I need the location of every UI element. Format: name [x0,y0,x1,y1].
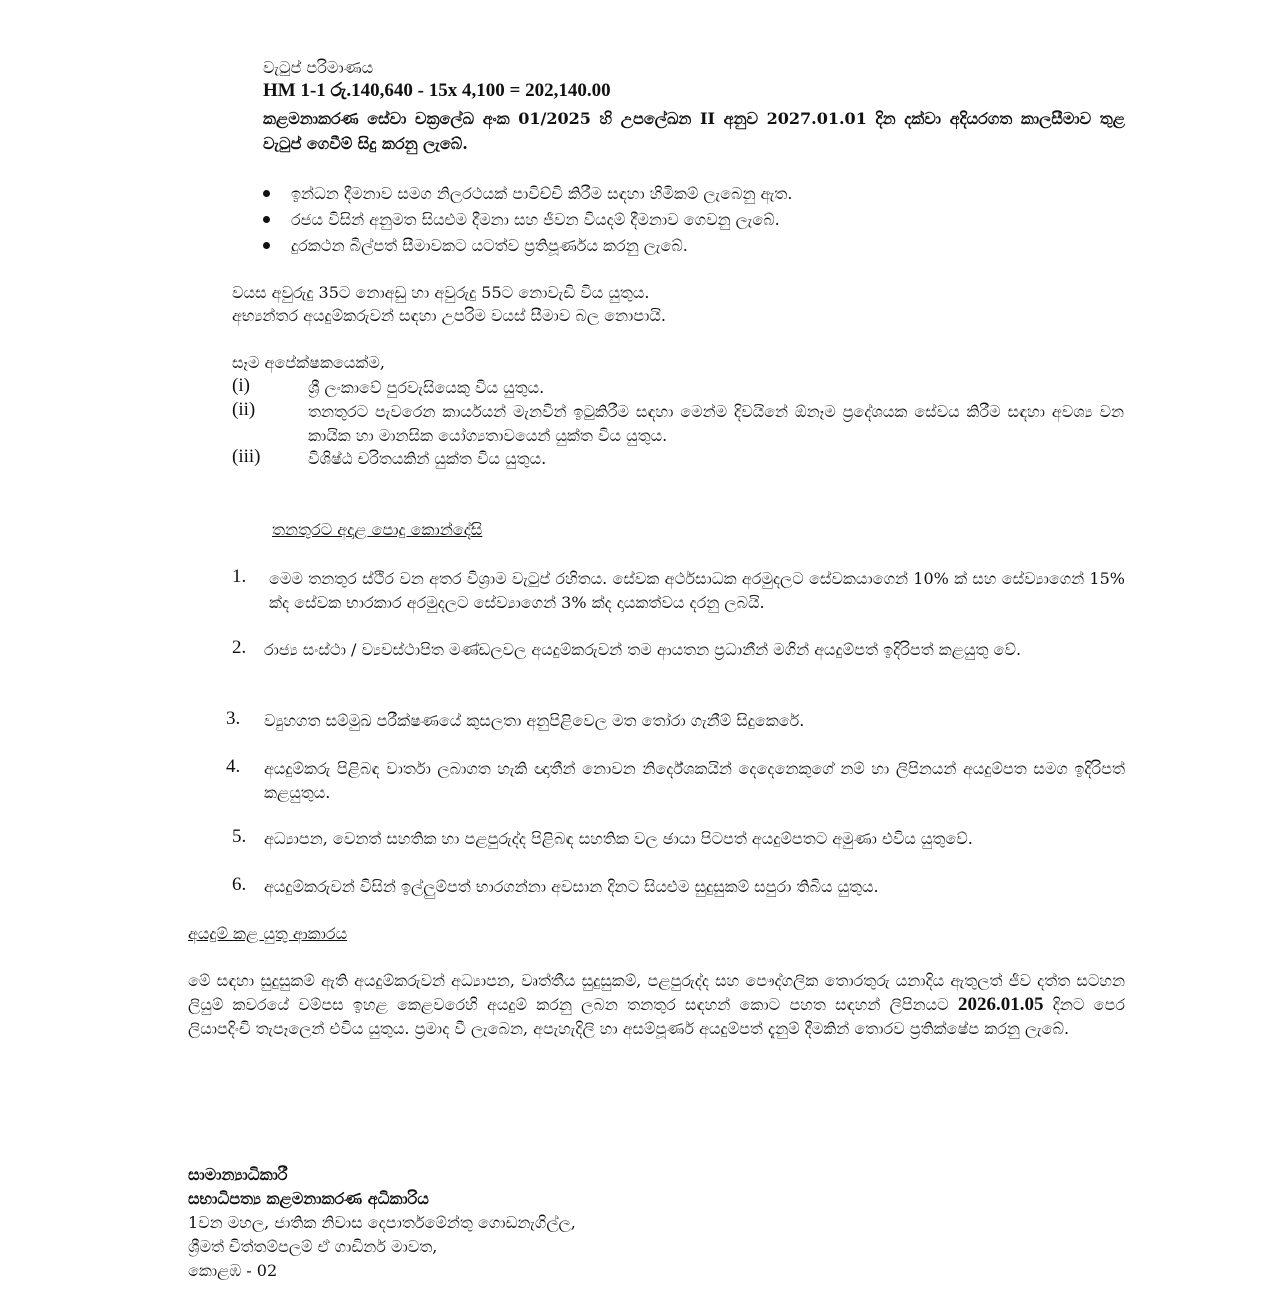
condition-num: 3. [226,708,241,729]
apply-body-part-1: මේ සඳහා සුදුසුකම් ඇති අයදුම්කරුවන් අධ්‍යාපන, වෘත්තීය සුදුසුකම්, පළපුරුද්ද සහ පෞද්ගලික තොරතුරු යනාදිය ඇතුලත් ජීව දත්ත සටහන ලියුම් කවරයේ වම්පස ඉහළ කෙළවරෙහි අයදුම් කරනු ලබන තනතුර සඳහන් කොට පහත සඳහන් ලිපිනයට [188,971,1125,1014]
address-line-street: ශ්‍රීමත් චිත්තම්පලම් ඒ ගාඩිනර් මාවත, [188,1237,438,1256]
candidate-num: (ii) [232,399,256,420]
condition-num: 4. [226,756,241,777]
condition-num: 5. [232,826,247,847]
benefit-item: ඉන්ධන දීමනාව සමග නිලරථයක් පාවිච්චි කිරීම සඳහා හිමිකම් ලැබෙනු ඇත. [261,181,1125,207]
salary-heading: වැටුප් පරිමාණය [263,58,374,77]
address-line-title: සාමාන්‍යාධිකාරී [188,1165,288,1184]
apply-deadline: 2026.01.05 [957,994,1044,1015]
condition-text: අයදුම්කරුවන් විසින් ඉල්ලුම්පත් භාරගන්නා අවසාන දිනට සියළුම සුදුසුකම් සපුරා තිබිය යුතුය. [264,877,879,896]
age-line-1: වයස අවුරුදු 35ට නොඅඩු හා අවුරුදු 55ට නොවැඩි විය යුතුය. [232,283,650,302]
salary-note: කළමනාකරණ සේවා චක්‍රලේඛ අංක 01/2025 හි උපලේඛන II අනුව 2027.01.01 දින දක්වා අදියරගත කාලසීමාව තුළ වැටුප් ගෙවීම් සිදු කරනු ලැබේ. [263,109,1125,153]
apply-title: අයදුම් කළ යුතු ආකාරය [188,924,348,943]
candidate-text: තනතුරට පැවරෙන කාර්යයන් මැනවින් ඉටුකිරීම සඳහා මෙන්ම දිවයිනේ ඕනෑම ප්‍රදේශයක සේවය කිරීම සඳහා අවශ්‍ය වන කායික හා මානසික යෝග්‍යතාවයෙන් යුක්ත විය යුතුය. [308,402,1124,445]
benefit-item: දුරකථන බිල්පත් සීමාවකට යටත්ව ප්‍රතිපූර්ණය කරනු ලැබේ. [261,233,1125,259]
condition-text: ව්‍යුහගත සම්මුඛ පරීක්ෂණයේ කුසලතා අනුපිළිවෙල මත තෝරා ගැනීම් සිදුකෙරේ. [264,711,805,730]
condition-text: අයදුම්කරු පිළිබඳ වාර්තා ලබාගත හැකි ඥාතීන් නොවන නිර්දේශකයින් දෙදෙනෙකුගේ නම් හා ලිපිනයන් අයදුම්පත සමග ඉදිරිපත් කළයුතුය. [264,759,1125,802]
address-block [188,1163,576,1283]
condition-text: මෙම තනතුර ස්ථිර වන අතර විශ්‍රාම වැටුප් රහිතය. සේවක අර්ථසාධක අරමුදලට සේවකයාගෙන් 10% ක් සහ සේව්‍යාගෙන් 15% ක්ද සේවක භාරකාර අරමුදලට සේව්‍යාගෙන් 3% ක්ද දායකත්වය දරනු ලබයි. [269,569,1125,612]
conditions-title: තනතුරට අදාළ පොදු කොන්දේසි [272,520,483,539]
candidate-text: විශිෂ්ඨ චරිතයකින් යුක්ත විය යුතුය. [308,449,547,468]
candidate-num: (i) [232,375,250,396]
candidate-text: ශ්‍රී ලංකාවේ පුරවැසියෙකු විය යුතුය. [308,378,545,397]
candidate-intro: සෑම අපේක්ෂකයෙක්ම, [232,353,385,372]
benefit-item: රජය විසින් අනුමත සියළුම දීමනා සහ ජීවන වියදම් දීමනාව ගෙවනු ලැබේ. [261,207,1125,233]
address-line-city: කොළඹ - 02 [188,1261,278,1280]
condition-text: අධ්‍යාපන, වෙනත් සහතික හා පළපුරුද්ද පිළිබඳ සහතික වල ඡායා පිටපත් අයදුම්පතට අමුණා එවිය යුතුවේ. [264,829,973,848]
address-line-org: සභාධිපත්‍ය කළමනාකරණ අධිකාරිය [188,1189,429,1208]
apply-body [188,969,1125,1041]
address-line-building: 1වන මහල, ජාතික නිවාස දෙපාර්තමේන්තු ගොඩනැගිල්ල, [188,1213,576,1232]
condition-num: 1. [232,566,247,587]
salary-scale: HM 1-1 රු.140,640 - 15x 4,100 = 202,140.00 [263,80,611,101]
condition-text: රාජ්‍ය සංස්ථා / ව්‍යවස්ථාපිත මණ්ඩලවල අයදුම්කරුවන් තම ආයතන ප්‍රධානීන් මගින් අයදුම්පත් ඉදිරිපත් කළයුතු වේ. [264,640,1022,659]
candidate-num: (iii) [232,446,261,467]
age-line-2: අභ්‍යන්තර අයදුම්කරුවන් සඳහා උපරිම වයස් සීමාව බල නොපායි. [232,306,666,325]
condition-num: 2. [232,637,247,658]
benefits-list [261,181,1125,259]
condition-num: 6. [232,874,247,895]
apply-body-part-2: දිනට පෙර ලියාපදිංචි තැපෑලෙන් එවිය යුතුය. ප්‍රමාද වී ලැබෙන, අපැහැදිලි හා අසම්පූර්ණ අයදුම්පත් දැනුම් දීමකින් තොරව ප්‍රතික්ෂේප කරනු ලැබේ. [188,995,1125,1038]
